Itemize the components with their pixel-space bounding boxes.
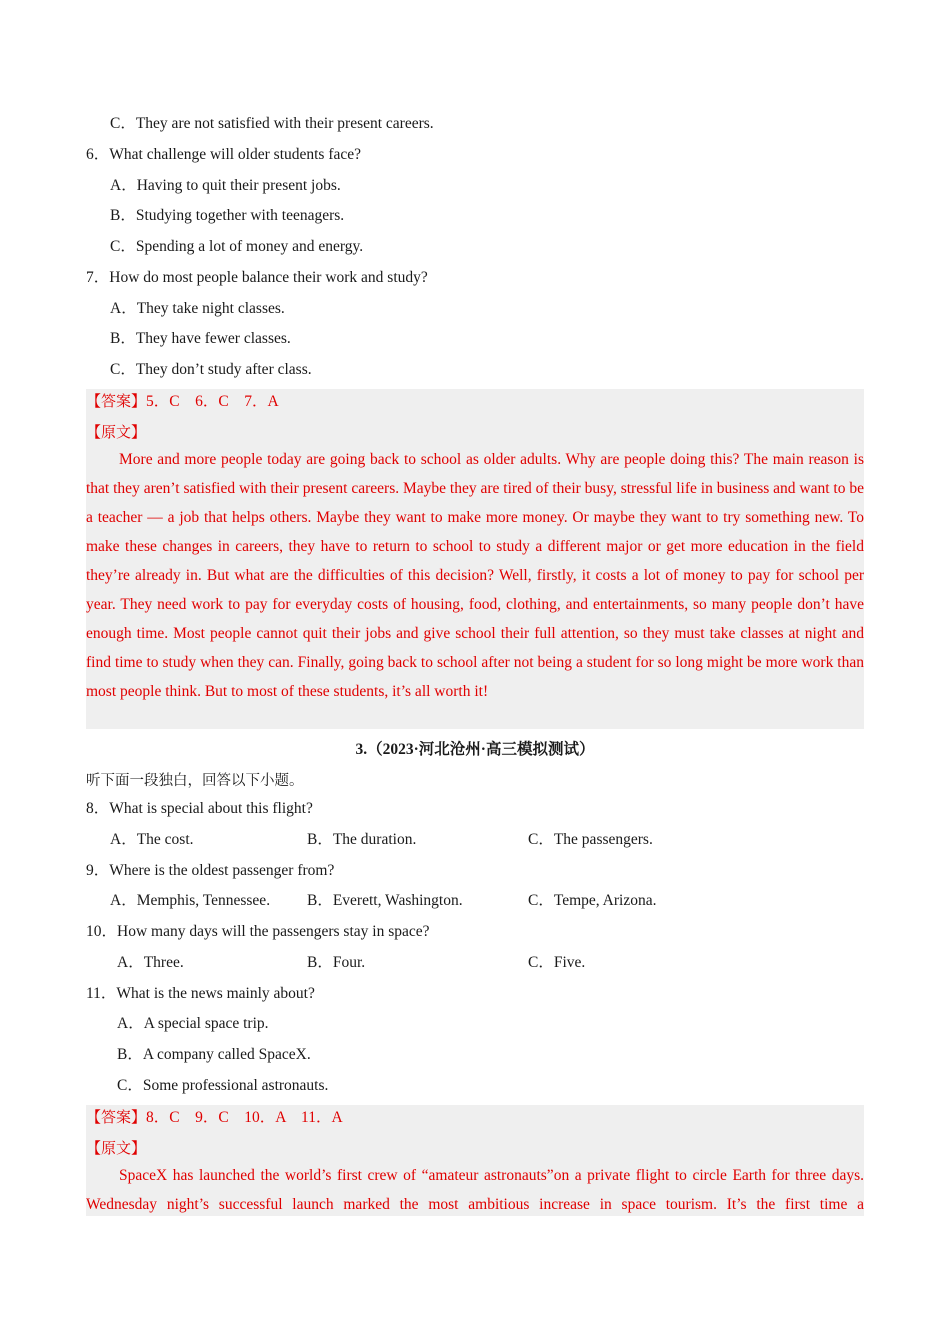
q9-option-a: A．Memphis, Tennessee. <box>110 892 271 909</box>
q9-option-b: B．Everett, Washington. <box>307 892 463 909</box>
answer-text-2: 8．C 9．C 10．A 11．A <box>146 1109 343 1126</box>
q8-options <box>110 830 710 850</box>
transcript-label-2: 【原文】 <box>86 1139 147 1157</box>
q9-options <box>110 891 710 911</box>
answer-line-1 <box>86 391 279 412</box>
transcript-1 <box>86 445 864 706</box>
q8-stem: 8．What is special about this flight? <box>86 800 313 817</box>
q6-stem: 6．What challenge will older students face? <box>86 146 362 163</box>
answer-line-2 <box>86 1107 343 1128</box>
q5-option-c: C．They are not satisfied with their present careers. <box>110 115 434 132</box>
q7-option-b: B．They have fewer classes. <box>110 330 291 347</box>
q8-option-b: B．The duration. <box>307 831 417 848</box>
q9-option-c: C．Tempe, Arizona. <box>528 892 657 909</box>
q6-option-a: A．Having to quit their present jobs. <box>110 177 341 194</box>
section-heading <box>86 740 864 760</box>
transcript-label-1: 【原文】 <box>86 423 147 441</box>
q6-option-c: C．Spending a lot of money and energy. <box>110 238 364 255</box>
transcript-2 <box>86 1161 864 1219</box>
q10-option-c: C．Five. <box>528 954 586 971</box>
section-instruction: 听下面一段独白，回答以下小题。 <box>86 773 304 789</box>
answer-text-1: 5．C 6．C 7．A <box>146 393 279 410</box>
q7-option-a: A．They take night classes. <box>110 300 285 317</box>
transcript-text-1: More and more people today are going back to school as older adults. Why are people doing this? The main reason is that they aren’t satisfied with their present careers. Maybe they are tired of their busy, stressful life in business and want to be a teacher — a job that helps others. Maybe they want to make more money. Or maybe they want to try something new. To make these changes in careers, they have to return to school to study a different major or get more education in the field they’re already in. But what are the difficulties of this decision? Well, firstly, it costs a lot of money to pay for school per year. They need work to pay for everyday costs of housing, food, clothing, and entertainments, so many people don’t have enough time. Most people cannot quit their jobs and give school their full attention, so they must take classes at night and find time to study when they can. Finally, going back to school after not being a student for so long might be more work than most people think. But to most of these students, it’s all worth it! <box>86 451 864 700</box>
q10-options <box>117 953 717 973</box>
q10-option-a: A．Three. <box>117 954 184 971</box>
q9-stem: 9．Where is the oldest passenger from? <box>86 862 335 879</box>
q11-option-b: B．A company called SpaceX. <box>117 1046 311 1063</box>
q7-stem: 7．How do most people balance their work and study? <box>86 269 428 286</box>
q11-stem: 11．What is the news mainly about? <box>86 985 315 1002</box>
transcript-text-2: SpaceX has launched the world’s first crew of “amateur astronauts”on a private flight to circle Earth for three days. Wednesday night’s successful launch marked the most ambitious increase in space tourism. It’s the first time a <box>86 1167 864 1213</box>
answer-label-1: 【答案】 <box>86 392 147 410</box>
q10-stem: 10．How many days will the passengers stay in space? <box>86 923 430 940</box>
q7-option-c: C．They don’t study after class. <box>110 361 312 378</box>
q11-option-a: A．A special space trip. <box>117 1015 269 1032</box>
answer-label-2: 【答案】 <box>86 1108 147 1126</box>
q8-option-a: A．The cost. <box>110 831 194 848</box>
q10-option-b: B．Four. <box>307 954 366 971</box>
section-heading-text: 3.（2023·河北沧州·高三模拟测试） <box>355 741 595 758</box>
q6-option-b: B．Studying together with teenagers. <box>110 207 345 224</box>
q8-option-c: C．The passengers. <box>528 831 653 848</box>
q11-option-c: C．Some professional astronauts. <box>117 1077 329 1094</box>
